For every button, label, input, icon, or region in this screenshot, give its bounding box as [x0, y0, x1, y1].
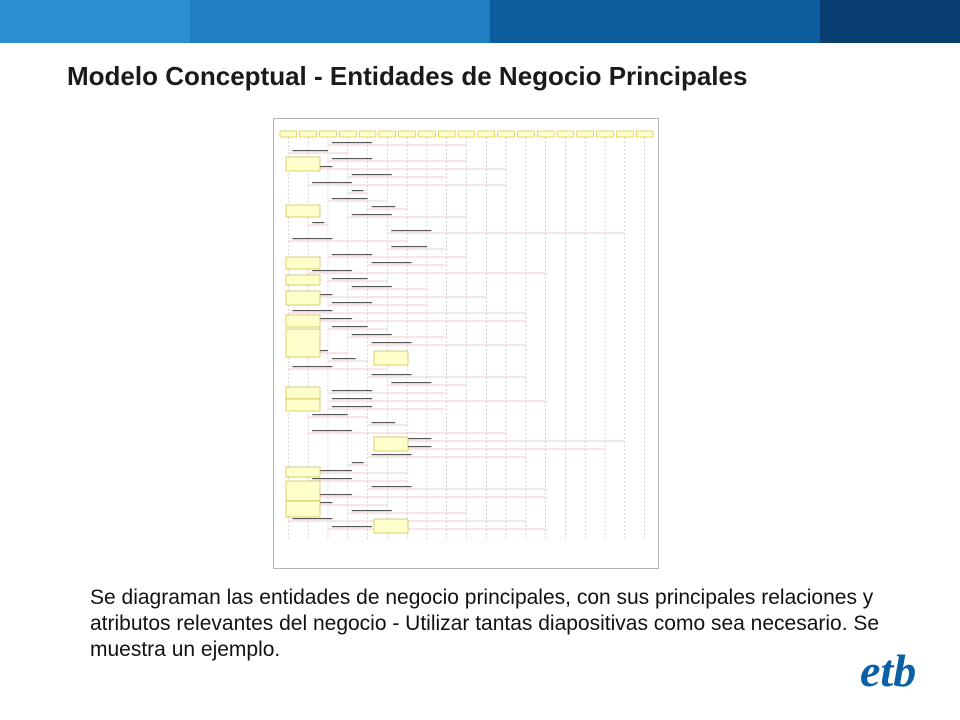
lifeline-header	[320, 131, 337, 137]
message-label	[312, 478, 352, 479]
svg-text:etb: etb	[860, 645, 917, 696]
message-label	[352, 334, 392, 335]
message-label	[352, 190, 364, 191]
header-bar	[0, 0, 960, 43]
message-label	[332, 302, 372, 303]
diagram-note	[374, 351, 408, 365]
lifeline-header	[557, 131, 574, 137]
lifeline-header	[379, 131, 396, 137]
lifeline-header	[537, 131, 554, 137]
lifeline-header	[280, 131, 297, 137]
header-bar-segment	[820, 0, 960, 43]
message-label	[312, 414, 348, 415]
message-label	[372, 374, 412, 375]
header-bar-segment	[490, 0, 820, 43]
diagram-note	[286, 329, 320, 357]
message-label	[332, 326, 368, 327]
diagram-note	[286, 387, 320, 399]
message-label	[391, 246, 427, 247]
lifeline-header	[498, 131, 515, 137]
lifeline-header	[517, 131, 534, 137]
lifeline-header	[478, 131, 495, 137]
message-label	[372, 422, 396, 423]
lifeline-header	[597, 131, 614, 137]
slide-body-text: Se diagraman las entidades de negocio principales, con sus principales relaciones y atributos relevantes del negocio - Utilizar tantas diapositivas como sea necesario. Se muestra un ejemplo.	[90, 586, 880, 661]
lifeline-header	[419, 131, 436, 137]
message-label	[332, 158, 372, 159]
lifeline-header	[300, 131, 317, 137]
message-label	[391, 230, 431, 231]
diagram-note	[286, 467, 320, 477]
message-label	[372, 454, 412, 455]
message-label	[292, 238, 332, 239]
message-label	[332, 398, 372, 399]
message-label	[292, 310, 332, 311]
message-label	[352, 462, 364, 463]
lifeline-header	[399, 131, 416, 137]
diagram-note	[286, 257, 320, 269]
message-label	[332, 278, 368, 279]
lifeline-header	[359, 131, 376, 137]
message-label	[292, 366, 332, 367]
message-label	[292, 518, 332, 519]
header-bar-segment	[190, 0, 490, 43]
diagram-note	[286, 501, 320, 517]
message-label	[372, 486, 412, 487]
message-label	[391, 382, 431, 383]
diagram-note	[374, 519, 408, 533]
lifeline-header	[616, 131, 633, 137]
lifeline-header	[339, 131, 356, 137]
lifeline-header	[577, 131, 594, 137]
slide-title: Modelo Conceptual - Entidades de Negocio Principales	[67, 61, 748, 91]
message-label	[292, 150, 328, 151]
message-label	[352, 510, 392, 511]
message-label	[332, 142, 372, 143]
message-label	[332, 390, 372, 391]
lifeline-header	[458, 131, 475, 137]
message-label	[312, 430, 352, 431]
message-label	[372, 262, 412, 263]
message-label	[352, 214, 392, 215]
diagram-note	[286, 315, 320, 327]
message-label	[332, 254, 372, 255]
message-label	[332, 406, 372, 407]
sequence-diagram-image	[273, 118, 659, 569]
message-label	[352, 286, 392, 287]
lifeline-header	[636, 131, 653, 137]
message-label	[352, 174, 392, 175]
message-label	[372, 206, 396, 207]
message-label	[312, 222, 324, 223]
lifeline-header	[438, 131, 455, 137]
diagram-note	[286, 399, 320, 411]
diagram-note	[286, 205, 320, 217]
message-label	[312, 182, 352, 183]
diagram-note	[374, 437, 408, 451]
header-bar-segment	[0, 0, 190, 43]
diagram-note	[286, 275, 320, 285]
diagram-note	[286, 157, 320, 171]
diagram-note	[286, 291, 320, 305]
message-label	[332, 358, 356, 359]
diagram-note	[286, 481, 320, 501]
etb-logo-icon	[858, 640, 930, 698]
message-label	[332, 198, 368, 199]
message-label	[372, 342, 412, 343]
message-label	[332, 526, 372, 527]
message-label	[312, 270, 352, 271]
